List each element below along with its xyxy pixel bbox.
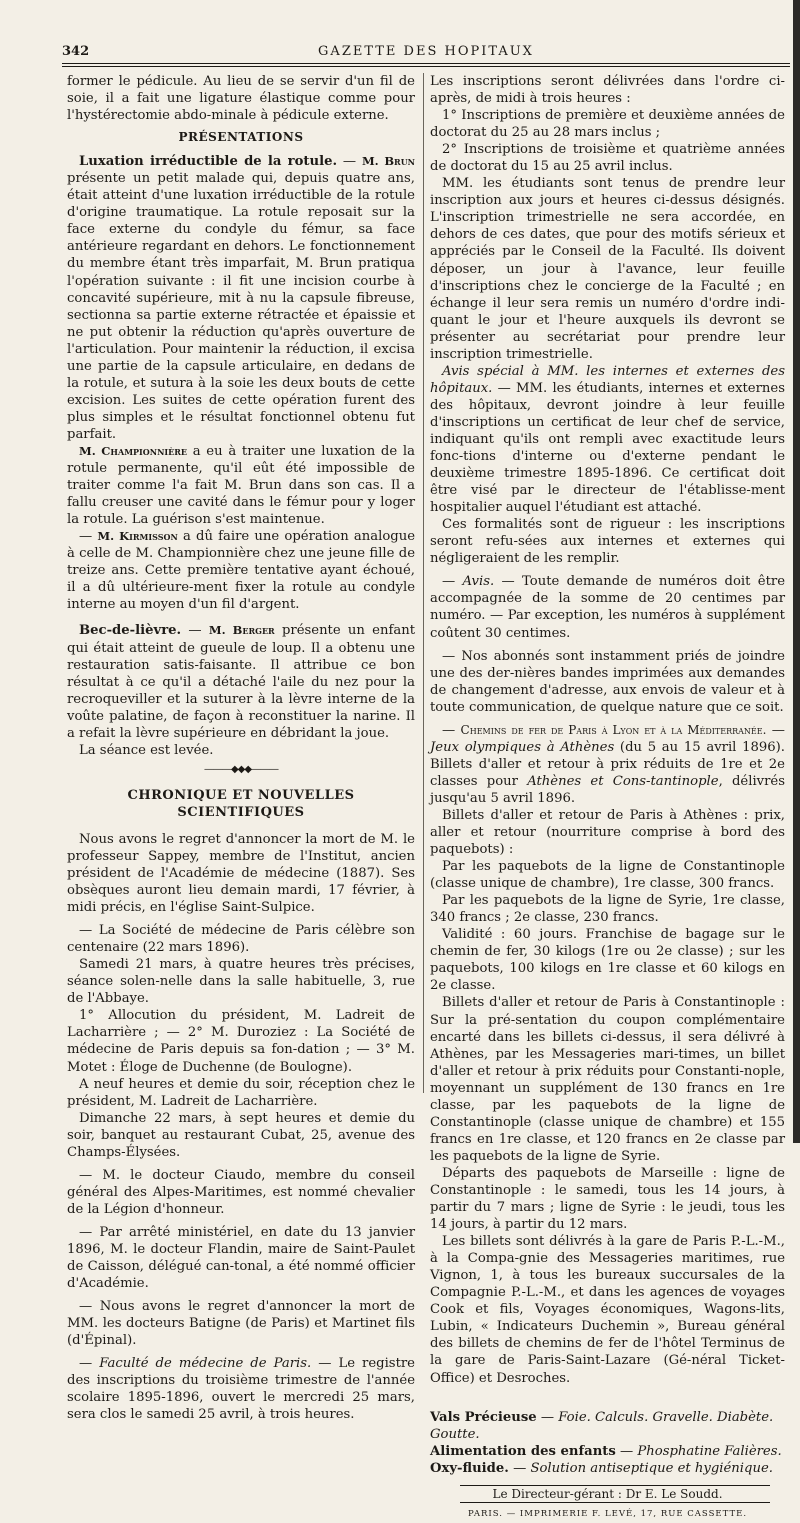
avis-text: — Toute demande de numéros doit être accompagnée de la somme de 20 centimes par numéro. — Par exception, les numéros à supplément coûtent 30 centimes. <box>430 574 785 641</box>
ad-oxy-name: Oxy-fluide. <box>430 1460 509 1476</box>
societe-paragraph-1: — La Société de médecine de Paris célèbre son centenaire (22 mars 1896). <box>67 923 415 956</box>
dash: — <box>79 529 98 545</box>
chemins-title: Chemins de fer de Paris à Lyon et à la Méditerranée. <box>460 722 767 737</box>
dash: — <box>181 623 209 639</box>
header-rule <box>62 63 790 64</box>
billets-paragraph-7: Les billets sont délivrés à la gare de Paris P.-L.-M., à la Compa-gnie des Messageries maritimes, rue Vignon, 1, à tous les bureaux succursales de la Compagnie P.-L.-M., et dans les agences de voyages Cook et fils, Voyages économiques, Wagons-lits, Lubin, « Indicateurs Duchemin », Bureau général des billets de chemins de fer de l'hôtel Terminus de la gare de Paris-Saint-Lazare (Gé-néral Ticket-Office) et Desroches. <box>430 1234 785 1386</box>
chemins-athenes: Athènes et Cons-tantinople <box>527 773 719 789</box>
director-line: Le Directeur-gérant : Dr E. Le Soudd. <box>492 1486 723 1501</box>
dash: — <box>442 574 463 590</box>
ad-alimentation-name: Alimentation des enfants <box>430 1443 616 1459</box>
section-ornament: ———◆◆◆——— <box>203 763 279 775</box>
author-championniere: M. Championnière <box>79 443 187 458</box>
page-header <box>62 44 790 64</box>
dash: — <box>79 1356 100 1372</box>
flandin-paragraph: — Par arrêté ministériel, en date du 13 janvier 1896, M. le docteur Flandin, maire de Saint-Paulet de Caisson, délégué can-tonal, a été nommé officier d'Académie. <box>67 1224 415 1292</box>
ad-alimentation-text: — Phosphatine Falières. <box>615 1443 782 1459</box>
dash: — <box>337 154 362 170</box>
championniere-text: a eu à traiter une luxation de la rotule permanente, qu'il eût été impossible de traiter comme l'a fait M. Brun dans son cas. Il a fallu creuser une cavité dans le fémur pour y loger la rotule. La guérison s'est maintenue. <box>67 443 415 528</box>
printer-line: PARIS. — IMPRIMERIE F. LEVÉ, 17, RUE CASSETTE. <box>467 1508 748 1519</box>
ad-oxy-fluide <box>430 1460 785 1477</box>
faculte-text: — Le registre des inscriptions du troisième trimestre de l'année scolaire 1895-1896, ouvert le mercredi 25 mars, sera clos le samedi 25 avril, à trois heures. <box>67 1356 415 1423</box>
billets-paragraph-4: Validité : 60 jours. Franchise de bagage sur le chemin de fer, 30 kilogs (1re ou 2e classe) ; sur les paquebots, 100 kilogs en 1re classe et 60 kilogs en 2e classe. <box>430 927 785 994</box>
presentations-heading: PRÉSENTATIONS <box>178 130 304 145</box>
column-divider <box>423 73 424 1093</box>
faculte-paragraph <box>67 1355 415 1423</box>
batigne-paragraph: — Nous avons le regret d'annoncer la mort de MM. les docteurs Batigne (de Paris) et Martinet fils (d'Épinal). <box>67 1299 415 1349</box>
avis-title: Avis. <box>462 574 495 590</box>
sappey-paragraph: Nous avons le regret d'annoncer la mort de M. le professeur Sappey, membre de l'Institut, ancien président de l'Académie de médecine (1887). Ses obsèques auront lieu demain mardi, 17 février, à midi précis, en l'église Saint-Sulpice. <box>67 831 415 916</box>
kirmisson-text: a dû faire une opération analogue à celle de M. Championnière chez une jeune fille de treize ans. Cette première tentative ayant échoué, il a dû ultérieure-ment fixer la rotule au condyle interne au moyen d'un fil d'argent. <box>67 529 415 613</box>
right-column <box>430 73 785 1523</box>
inscriptions-paragraph-1: Les inscriptions seront délivrées dans l'ordre ci-après, de midi à trois heures : <box>430 74 785 107</box>
chemins-jeux: Jeux olympiques à Athènes <box>430 739 615 755</box>
intro-paragraph: former le pédicule. Au lieu de se servir d'un fil de soie, il a fait une ligature élastique comme pour l'hystérectomie abdo-minale à pédicule externe. <box>67 74 415 124</box>
ad-oxy-text: — Solution antiseptique et hygiénique. <box>508 1460 773 1476</box>
ciaudo-paragraph: — M. le docteur Ciaudo, membre du conseil général des Alpes-Maritimes, est nommé chevalier de la Légion d'honneur. <box>67 1167 415 1217</box>
societe-paragraph-4: A neuf heures et demie du soir, réception chez le président, M. Ladreit de Lacharrière. <box>67 1076 415 1109</box>
billets-paragraph-2: Par les paquebots de la ligne de Constantinople (classe unique de chambre), 1re classe, 300 francs. <box>430 859 785 892</box>
left-column <box>67 73 415 1423</box>
kirmisson-paragraph <box>67 528 415 613</box>
societe-paragraph-5: Dimanche 22 mars, à sept heures et demie du soir, banquet au restaurant Cubat, 25, avenue des Champs-Élysées. <box>67 1110 415 1160</box>
billets-paragraph-1: Billets d'aller et retour de Paris à Athènes : prix, aller et retour (nourriture comprise à bord des paquebots) : <box>430 807 785 858</box>
championniere-paragraph <box>67 443 415 528</box>
formalites-paragraph: Ces formalités sont de rigueur : les inscriptions seront refu-sées aux internes et externes qui négligeraient de les remplir. <box>430 517 785 567</box>
luxation-text: présente un petit malade qui, depuis quatre ans, était atteint d'une luxation irréductible de la rotule d'origine traumatique. La rotule reposait sur la face externe du condyle du fémur, sa face antérieure regardant en dehors. Le fonctionnement du membre étant très imparfait, M. Brun pratiqua l'opération suivante : il fit une incision courbe à concavité supérieure, mit à nu la capsule fibreuse, sectionna sa partie externe rétractée et épaissie et ne put obtenir la réduction qu'après ouverture de l'articulation. Pour maintenir la réduction, il excisa une partie de la capsule articulaire, en dedans de la rotule, et sutura à la soie les deux bouts de cette excision. Les suites de cette opération furent des plus simples et le résultat fonctionnel obtenu fut parfait. <box>67 171 415 442</box>
author-brun: M. Brun <box>361 154 415 169</box>
inscriptions-paragraph-3: 2° Inscriptions de troisième et quatrième années de doctorat du 15 au 25 avril inclus. <box>430 142 785 175</box>
dash: — <box>442 722 461 738</box>
ad-vals-name: Vals Précieuse <box>430 1409 537 1425</box>
billets-paragraph-5: Billets d'aller et retour de Paris à Constantinople : Sur la pré-sentation du coupon complémentaire encarté dans les billets ci-dessus, il sera délivré à Athènes, par les Messageries mari-times, un billet d'aller et retour à prix réduits pour Constanti-nople, moyennant un supplément de 130 francs en 1re classe, par les paquebots de la ligne de Constantinople (classe unique de chambre) et 155 francs en 1re classe, et 120 francs en 2e classe par les paquebots de la ligne de Syrie. <box>430 995 785 1164</box>
seance-levee: La séance est levée. <box>79 742 214 758</box>
chronique-heading: CHRONIQUE ET NOUVELLES SCIENTIFIQUES <box>127 787 355 820</box>
header-rule-thin <box>62 66 790 67</box>
chemins-text-2: , délivrés jusqu'au 5 avril 1896. <box>430 773 785 806</box>
page-edge-bar <box>793 0 800 1143</box>
bec-title: Bec-de-lièvre. <box>79 623 182 639</box>
ad-vals <box>430 1409 785 1443</box>
bec-text: présente un enfant qui était atteint de gueule de loup. Il a obtenu une restauration satis-faisante. Il attribue ce bon résultat à ce qu'il a détaché l'aile du nez pour la recroqueviller et la suturer à la lèvre interne de la voûte palatine, de façon à reconstituer la narine. Il a refait la lèvre supérieure en débridant la joue. <box>67 623 415 741</box>
author-kirmisson: M. Kirmisson <box>97 529 178 544</box>
billets-paragraph-6: Départs des paquebots de Marseille : ligne de Constantinople : le samedi, tous les 14 jours, à partir du 7 mars ; ligne de Syrie : le jeudi, tous les 14 jours, à partir du 12 mars. <box>430 1165 785 1233</box>
ad-alimentation <box>430 1443 785 1460</box>
chemins-paragraph <box>430 722 785 807</box>
abonnes-paragraph: — Nos abonnés sont instamment priés de joindre une des der-nières bandes imprimées aux demandes de changement d'adresse, aux envois de valeur et à toute communication, de quelque nature que ce soit. <box>430 648 785 715</box>
inscriptions-paragraph-4: MM. les étudiants sont tenus de prendre leur inscription aux jours et heures ci-dessus désignés. L'inscription trimestrielle ne sera accordée, en dehors de ces dates, que pour des motifs sérieux et appréciés par le Conseil de la Faculté. Ils doivent déposer, un jour à l'avance, leur feuille d'inscriptions chez le concierge de la Faculté ; en échange il leur sera remis un numéro d'ordre indi-quant le jour et l'heure auxquels ils devront se présenter au secrétariat pour prendre leur inscription trimestrielle. <box>430 176 785 362</box>
director-box <box>430 1485 785 1503</box>
luxation-paragraph <box>67 153 415 443</box>
author-berger: M. Berger <box>208 623 275 638</box>
ad-vals-text: — Foie. Calculs. Gravelle. Diabète. Goutte. <box>430 1409 774 1442</box>
bec-paragraph <box>67 622 415 741</box>
advertisements <box>430 1409 785 1477</box>
avis-special-title: Avis spécial à MM. les internes et externes des hôpitaux. <box>430 363 785 396</box>
billets-paragraph-3: Par les paquebots de la ligne de Syrie, 1re classe, 340 francs ; 2e classe, 230 francs. <box>430 893 785 926</box>
chemins-text: (du 5 au 15 avril 1896). Billets d'aller et retour à prix réduits de 1re et 2e classes pour <box>430 739 785 789</box>
societe-paragraph-3: 1° Allocution du président, M. Ladreit de Lacharrière ; — 2° M. Duroziez : La Société de médecine de Paris depuis sa fon-dation ; — 3° M. Motet : Éloge de Duchenne (de Boulogne). <box>67 1008 415 1075</box>
avis-special-paragraph <box>430 363 785 516</box>
avis-special-text: — MM. les étudiants, internes et externes des hôpitaux, devront joindre à leur feuille d'inscriptions un certificat de leur chef de service, indiquant qu'ils ont rempli avec exactitude leurs fonc-tions d'interne ou d'externe pendant le deuxième trimestre 1895-1896. Ce certificat doit être visé par le directeur de l'établisse-ment hospitalier auquel l'étudiant est attaché. <box>430 380 785 516</box>
avis-paragraph <box>430 573 785 641</box>
journal-title: GAZETTE DES HOPITAUX <box>318 44 534 59</box>
inscriptions-paragraph-2: 1° Inscriptions de première et deuxième années de doctorat du 25 au 28 mars inclus ; <box>430 108 785 141</box>
societe-paragraph-2: Samedi 21 mars, à quatre heures très précises, séance solen-nelle dans la salle habituelle, 3, rue de l'Abbaye. <box>67 957 415 1007</box>
page-number: 342 <box>62 44 90 59</box>
faculte-title: Faculté de médecine de Paris. <box>99 1356 312 1372</box>
luxation-title: Luxation irréductible de la rotule. <box>79 154 338 170</box>
dash: — <box>766 722 785 738</box>
